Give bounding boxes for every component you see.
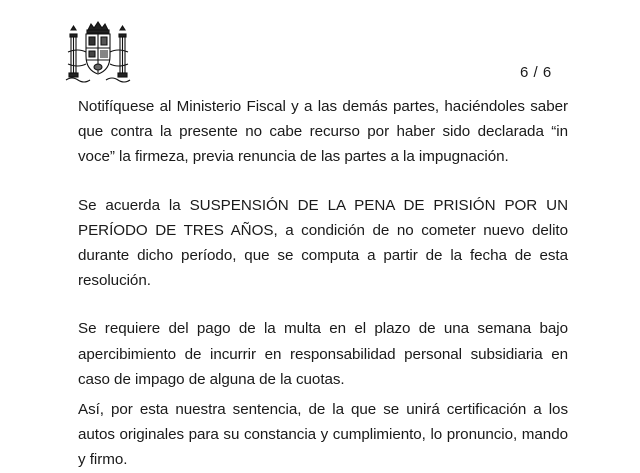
- paragraph-suspension: Se acuerda la SUSPENSIÓN DE LA PENA DE PRISIÓN POR UN PERÍODO DE TRES AÑOS, a condición de no cometer nuevo delito durante dicho período, que se computa a partir de la fecha de esta resolución.: [78, 196, 568, 290]
- page-number: 6 / 6: [520, 64, 552, 81]
- paragraph-fine-payment: Se requiere del pago de la multa en el plazo de una semana bajo apercibimiento de incurrir en responsabilidad personal subsidiaria en caso de impago de alguna de la cuotas.: [78, 320, 568, 388]
- document-body: [78, 94, 568, 473]
- paragraph-closing-formula: Así, por esta nuestra sentencia, de la que se unirá certificación a los autos originales para su constancia y cumplimiento, lo pronuncio, mando y firmo.: [78, 401, 568, 469]
- coat-of-arms-icon: [64, 18, 132, 86]
- paragraph-notification: Notifíquese al Ministerio Fiscal y a las demás partes, haciéndoles saber que contra la presente no cabe recurso por haber sido declarada “in voce” la firmeza, previa renuncia de las partes a la impugnación.: [78, 98, 568, 166]
